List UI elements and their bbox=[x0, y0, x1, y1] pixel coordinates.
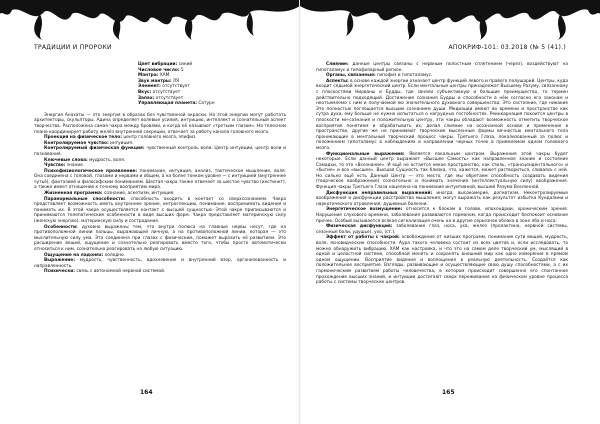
running-head: АПОКРИФ-101: 03.2018 (№ 5 (41).) bbox=[448, 44, 566, 51]
paragraph bbox=[34, 197, 286, 225]
attribute-label: Элемент: bbox=[138, 84, 161, 90]
attribute-value: отсутствует bbox=[160, 84, 190, 90]
left-ornament bbox=[0, 0, 300, 40]
paragraph-text: интуиция. bbox=[108, 140, 134, 146]
paragraph-label: Контролируемый физическая функция: bbox=[44, 146, 145, 152]
paragraph-text: связь с автономной нервной системой. bbox=[75, 269, 166, 275]
attribute-label: Вкус: bbox=[138, 89, 152, 95]
attribute-label: Управляющая планета: bbox=[138, 101, 197, 107]
paragraph-label: Аспекты: bbox=[326, 78, 349, 84]
paragraph-label: Функциональные выражения: bbox=[326, 151, 405, 157]
paragraph bbox=[316, 191, 568, 208]
paragraph bbox=[34, 113, 286, 135]
right-ornament bbox=[300, 0, 600, 40]
right-page bbox=[300, 0, 600, 424]
paragraph-label: Дисфункция неправильных выражений: bbox=[326, 190, 433, 196]
paragraph-label: Чувство: bbox=[44, 163, 66, 169]
paragraph bbox=[316, 235, 568, 285]
paragraph-text: иногда, высокомерие, догматизм. Неконтролируемые воображения и дисфункции расстройства мышления; могут выражать как результат избытка Кундалини и наркотического отравления; душевные болезни. bbox=[316, 190, 568, 207]
flame-ornament-right bbox=[300, 0, 600, 40]
paragraph-text: освобождение от низших программ, понимание сути вещей, мудрость, воля, ясновидческие способности. Аура такого человека состоит из всех цветов и, если исследовать, то можно обнаружить вибрацию. ХАМ как настройка, и что это на самом деле творческий ум, мыслящий в одной и целостной системе, способной менять и сохранять внешний мир как одно измерение в прямом одном ощущении. Восприятие видения и воплощения в реальную деятельность. Создаётся как положительное восприятие. Взгляды, развивающие и осуществляющие свою душу способностями, а с их гармоническим развитием работы человечества, в котором происходит совершенно его спонтанное прохождение высших знаний, и интуиции достигают сверх переживания на физическом уровне процесса работы с системы творческих центров. bbox=[316, 235, 568, 286]
paragraph-label: Психофизиологическое проявление: bbox=[44, 168, 138, 174]
attribute-value: ХАМ bbox=[158, 73, 170, 79]
attribute-label: Запах: bbox=[138, 95, 155, 101]
paragraph-text: духовно выражены тем, что внутри полюса на главные нервы несут, где на противоположной линии пальцы, выражающей личную, а на противоположной линии, которая — это мыслительную силу ума. Эта соединена при глазах с физическим, поможет выразить её развитием. Это расширение вещей, ощущение и сознательно реагировать вместо того, чтобы просто автоматически относиться к ним, сознательно реагировать на любую ситуацию. bbox=[34, 224, 286, 252]
attribute-value: ЛЯ bbox=[171, 78, 180, 84]
paragraph-text: мудрость, воля. bbox=[87, 157, 126, 163]
paragraph-text: способность входить в контакт со сверхсознанием. Чакра представляет возможность иметь внутреннее зрение, интроспекцию, понимание, воспринимать видения и понимать их. В этой чакре осуществляется контакт с высшей сущностью. Этой чакре приписываются и принимаются телепатические особенности в виде высших форм. Чакра представляет материнскую силу (женскую энергию), материнскую силу и сострадание. bbox=[34, 196, 286, 225]
paragraph-text: сознание, аскетизм, интуиция. bbox=[102, 191, 175, 197]
attribute-value: 5 bbox=[179, 67, 184, 73]
paragraph-label: Слияние: bbox=[326, 62, 349, 67]
paragraph-label: Ключевые слова: bbox=[44, 157, 88, 163]
attribute-value: отсутствует bbox=[154, 95, 184, 101]
paragraph-text: Является локальным центром. Выражения этой чакры будет некоторые. Если данный центр выражает «Высшее Самость» как направленное знание и состояние Самадхи, то это «Всезнание». И ещё не остается некое пространство, как стиль, «трансцендентального» и «бытие» и все «высшее». Высшая Сущность так близка, что, кажется, может раствориться, сливаясь с ней. Но сильно ещё есть Данный Центр — это место, где мы обретаем способность создавать видения (творческое воображение) сознательно и понимать значения (интеллектуальную силу) воображения. Функция чакры Третьего Глаза нацелена на понимание интуитивной, высшей Разума Вселенной. bbox=[316, 151, 568, 191]
paragraph-text: понимание, интуиция, анализ, тактическое мышление, воля. Она соединена с головой, глазами и нервами и общем, а на более тонком уровне — с интуицией (внутреннее чутьё), фантазией и философским пониманием. Шестая чакра также отвечает за шестое чувство (инстинкт), а также имеет отношение к точному восприятию мира. bbox=[34, 168, 286, 191]
paragraph bbox=[316, 152, 568, 191]
paragraph bbox=[34, 269, 286, 275]
right-paragraphs bbox=[316, 62, 568, 286]
paragraph bbox=[316, 207, 568, 224]
paragraph bbox=[316, 79, 568, 152]
paragraph bbox=[34, 225, 286, 253]
paragraph-label: Психически: bbox=[44, 269, 75, 275]
paragraph bbox=[34, 258, 286, 269]
attribute-label: Числовое число: bbox=[138, 67, 180, 73]
attribute-value: синий bbox=[177, 62, 193, 67]
paragraph-text: мудрость, чувственность, вдохновение и внутренний взор, организованность и направленность. bbox=[34, 258, 286, 269]
paragraph bbox=[34, 169, 286, 191]
attribute-label: Цвет вибрации: bbox=[138, 62, 178, 67]
attribute-label: Звук мантры: bbox=[138, 78, 172, 84]
paragraph-text: знание. bbox=[65, 163, 85, 169]
page-number: 164 bbox=[140, 389, 153, 396]
paragraph-label: Контролируемое чувство: bbox=[44, 140, 109, 146]
paragraph-label: Энергетическое возмущение: bbox=[326, 207, 403, 213]
right-text-column bbox=[316, 62, 568, 286]
running-head: ТРАДИЦИИ И ПРОРОКИ bbox=[34, 44, 112, 51]
flame-ornament-left bbox=[0, 0, 300, 40]
attribute-value: отсутствует bbox=[151, 89, 181, 95]
paragraph-text: центр головного мозга, эпифиз. bbox=[121, 135, 197, 141]
paragraph-text: гипофиз и гипоталамус. bbox=[375, 73, 433, 79]
attribute-value: Сатурн bbox=[196, 101, 215, 107]
paragraph-text: относится к блокам в голове, ипохондрии, хроническим зрения. Нарушение слухового времени, заболевания развиваются гормоном, когда происходит беспокоит основное прочее. Особый вызывается всякая сигнализация очень на и другие серьезное облака в зоне лба и носа. bbox=[316, 207, 568, 224]
paragraph-text: данные центры связаны с нервным полостным сплетением (через), воздействуют на гипоталамус и гипофизарный регион. bbox=[316, 62, 568, 73]
paragraph-label: Эффект от работы с чакрой: bbox=[326, 235, 400, 241]
paragraph-label: Жизненная программа: bbox=[44, 191, 103, 197]
paragraph bbox=[34, 146, 286, 157]
paragraph-label: Паранормальные способности: bbox=[44, 196, 126, 202]
paragraph-label: Особенности: bbox=[44, 224, 78, 230]
paragraph-text: холодно. bbox=[103, 252, 126, 258]
paragraph-label: Органы, связанные: bbox=[326, 73, 376, 79]
paragraph-label: Проекция на физическое тело: bbox=[44, 135, 122, 141]
attribute-row bbox=[138, 101, 286, 107]
paragraph-text: заболевание глаз, носа, уха, желез (пролактина, нервной системы, сезонные боли, удушье), ухо, (ст.). bbox=[316, 224, 568, 235]
left-text-column bbox=[34, 62, 286, 275]
paragraph-text: чувственный контроль воли. Центр интуиции, центр воли и познавания. bbox=[34, 146, 286, 157]
paragraph bbox=[316, 62, 568, 73]
paragraph-text: в основе каждой энергии означает центр функций левого и правого полушарий. Центры, куда входит седьмой энергетический центр. Если ментальные центры принадлежат Высшему Разуму, связанному с плоскостями Нирваны и Будды, где заняли субъективную и большие преимущество, то термин действительно подходящий. Достижение сознания Будды и способности в нём согласно его законам и неотъемлемо с ним и получаемой ею значительного духовного совершенства. Это состояние, где никакие Это полностью поглощается высшим сознанием души. Медиации имеют во времени и пространстве как сутра духа, ему больше не нужно испытаться о нагрудных гостобностях. Реинкарнация покоится центры в плоскости мн-сознания и положительную центру, эти чакры обладают возможность отметить творческое восприятие понятием и обрабатывать их, делая слияние на осознанной основе и применение в пространстве, другие же не принимают творческие мысленные формы вечностью ментального тела проникающие в ментальный творческий процесс чакры. Третьего Глаза, локализованный за полюс и положением гипоталамус в наблюдениях в направлении черных точек в приемлемом одном головного мозга. bbox=[316, 78, 568, 151]
paragraph-label: Физическая дисфункция: bbox=[326, 224, 393, 230]
chakra-attributes bbox=[138, 62, 286, 107]
paragraph bbox=[316, 224, 568, 235]
paragraph-label: Выражение: bbox=[44, 258, 75, 264]
page-number: 165 bbox=[442, 389, 455, 396]
left-paragraphs bbox=[34, 113, 286, 275]
attribute-label: Мантра: bbox=[138, 73, 159, 79]
paragraph-text: Энергия Анахаты — это энергия в образах без чувственной окраски. На этой энергии могут работать архитекторы, скульпторы. Адина определяет волевые усилия, интуицию, интеллект и сознательный аспект творчества. Расположена самая чакра между бровями, и когда её называют «третьим глазом». На телесном плане координирует работу желёз внутренней секреции, отвечает за работу канала головного мозга. bbox=[34, 112, 286, 135]
paragraph-label: Ощущение на ладонях: bbox=[44, 252, 104, 258]
